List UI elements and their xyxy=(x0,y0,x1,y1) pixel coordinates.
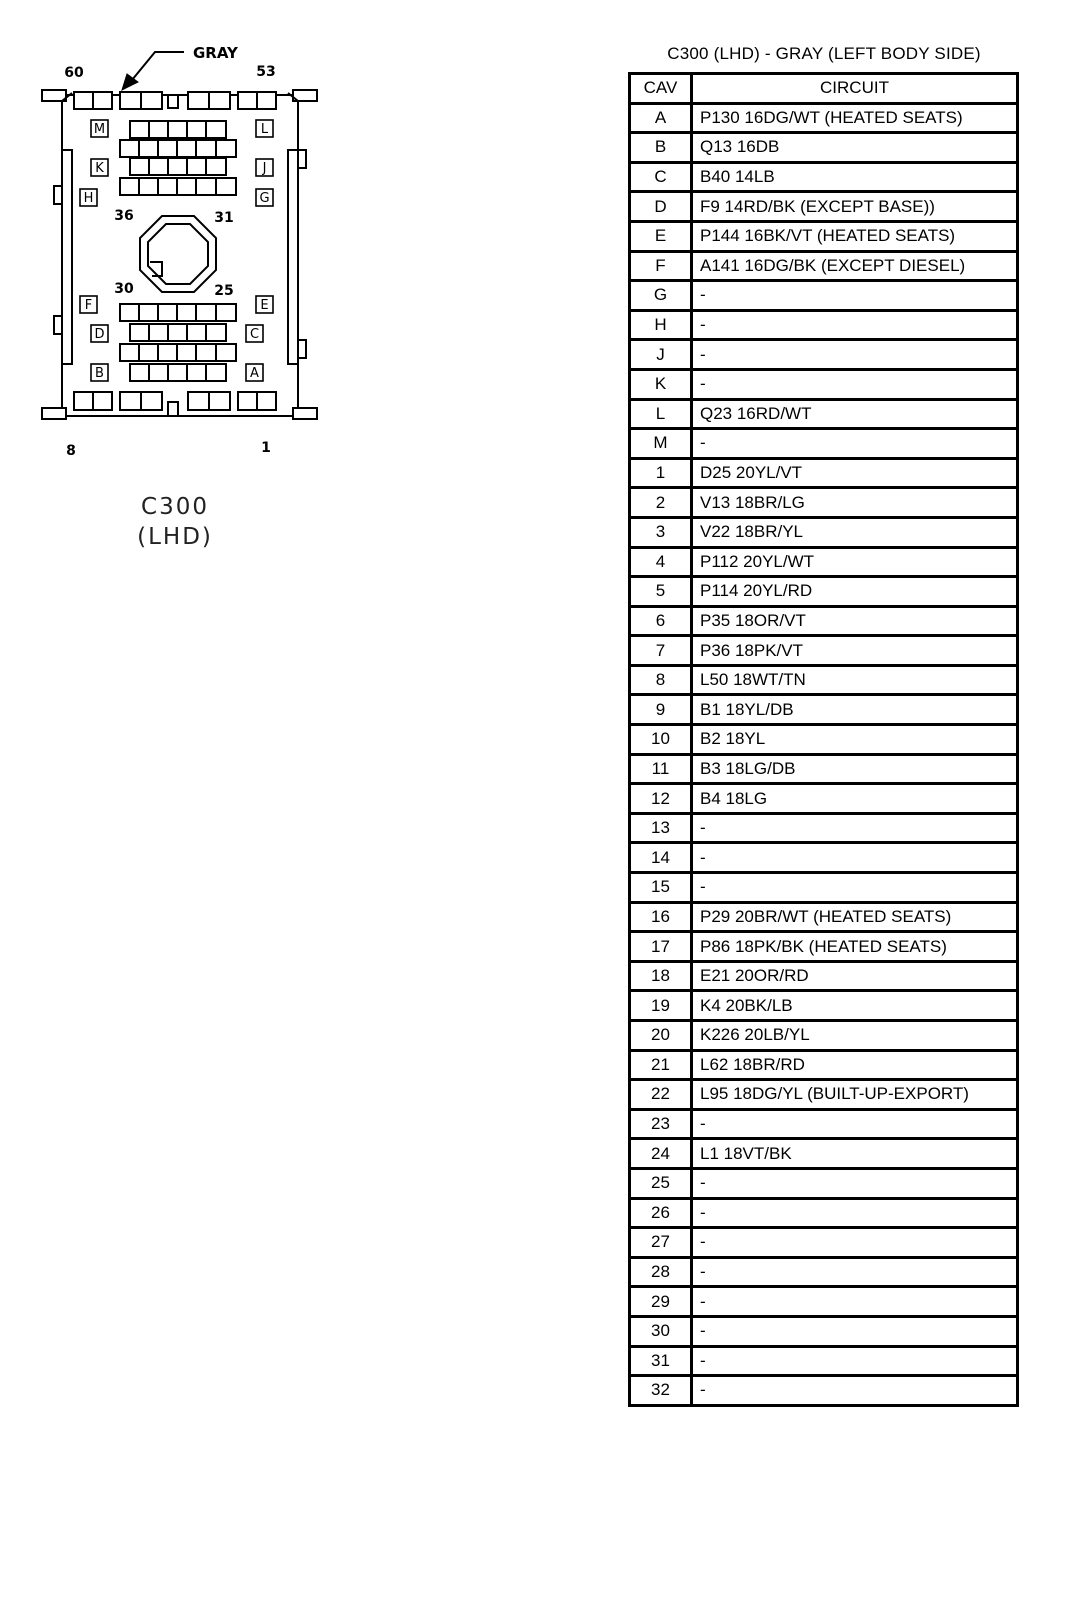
circuit-cell: - xyxy=(692,1228,1018,1258)
circuit-cell: - xyxy=(692,1198,1018,1228)
circuit-cell: B40 14LB xyxy=(692,162,1018,192)
cav-cell: 29 xyxy=(630,1287,692,1317)
table-row xyxy=(630,1257,1018,1287)
pin-label-31: 31 xyxy=(214,210,234,226)
upper-cavity-grid xyxy=(120,121,236,195)
cavity-letter-C: C xyxy=(249,327,260,342)
table-row xyxy=(630,1228,1018,1258)
table-row xyxy=(630,1021,1018,1051)
cav-cell: 17 xyxy=(630,932,692,962)
cavity-letter-F: F xyxy=(84,298,93,313)
cav-cell: K xyxy=(630,369,692,399)
cav-cell: 24 xyxy=(630,1139,692,1169)
circuit-cell: - xyxy=(692,369,1018,399)
cav-cell: 21 xyxy=(630,1050,692,1080)
table-row xyxy=(630,1080,1018,1110)
cavity-letter-H: H xyxy=(83,191,94,206)
cav-cell: 31 xyxy=(630,1346,692,1376)
right-rail xyxy=(288,150,298,364)
circuit-cell: L95 18DG/YL (BUILT-UP-EXPORT) xyxy=(692,1080,1018,1110)
table-row xyxy=(630,221,1018,251)
table-row xyxy=(630,251,1018,281)
pin-label-36: 36 xyxy=(114,208,134,224)
cav-cell: 4 xyxy=(630,547,692,577)
cavity-letter-D: D xyxy=(94,327,105,342)
circuit-cell: P112 20YL/WT xyxy=(692,547,1018,577)
circuit-cell: P114 20YL/RD xyxy=(692,577,1018,607)
cav-cell: 22 xyxy=(630,1080,692,1110)
pin-label-60: 60 xyxy=(64,65,84,81)
table-row xyxy=(630,902,1018,932)
callout-arrow-icon xyxy=(122,52,184,90)
cav-cell: 12 xyxy=(630,784,692,814)
cav-cell: G xyxy=(630,281,692,311)
cavity-letter-K: K xyxy=(95,161,104,176)
circuit-cell: B3 18LG/DB xyxy=(692,754,1018,784)
table-row xyxy=(630,340,1018,370)
table-row xyxy=(630,695,1018,725)
table-row xyxy=(630,488,1018,518)
cavity-letter-J: J xyxy=(262,161,267,176)
circuit-cell: P86 18PK/BK (HEATED SEATS) xyxy=(692,932,1018,962)
table-row xyxy=(630,932,1018,962)
pin-label-30: 30 xyxy=(114,281,134,297)
cav-cell: 20 xyxy=(630,1021,692,1051)
table-row xyxy=(630,665,1018,695)
cav-cell: 6 xyxy=(630,606,692,636)
circuit-cell: - xyxy=(692,1257,1018,1287)
table-row xyxy=(630,458,1018,488)
table-row xyxy=(630,606,1018,636)
circuit-cell: V13 18BR/LG xyxy=(692,488,1018,518)
circuit-cell: P36 18PK/VT xyxy=(692,636,1018,666)
circuit-cell: B2 18YL xyxy=(692,725,1018,755)
cavity-letter-B: B xyxy=(95,366,104,381)
table-row xyxy=(630,577,1018,607)
cav-cell: 32 xyxy=(630,1376,692,1406)
left-rail xyxy=(62,150,72,364)
circuit-cell: P29 20BR/WT (HEATED SEATS) xyxy=(692,902,1018,932)
cav-cell: 14 xyxy=(630,843,692,873)
cav-cell: 1 xyxy=(630,458,692,488)
table-row xyxy=(630,1198,1018,1228)
cav-cell: B xyxy=(630,133,692,163)
circuit-cell: B1 18YL/DB xyxy=(692,695,1018,725)
cav-cell: D xyxy=(630,192,692,222)
circuit-cell: - xyxy=(692,1287,1018,1317)
connector-face-diagram xyxy=(30,30,330,470)
table-row xyxy=(630,369,1018,399)
cav-cell: 10 xyxy=(630,725,692,755)
pin-label-25: 25 xyxy=(214,283,234,299)
table-row xyxy=(630,310,1018,340)
pinout-table xyxy=(628,72,1019,1407)
circuit-cell: - xyxy=(692,310,1018,340)
table-row xyxy=(630,636,1018,666)
bottom-left-tab xyxy=(42,408,66,419)
circuit-cell: L62 18BR/RD xyxy=(692,1050,1018,1080)
cav-cell: A xyxy=(630,103,692,133)
table-title: C300 (LHD) - GRAY (LEFT BODY SIDE) xyxy=(667,44,981,63)
cav-cell: 19 xyxy=(630,991,692,1021)
cav-cell: 8 xyxy=(630,665,692,695)
table-row xyxy=(630,813,1018,843)
circuit-cell: E21 20OR/RD xyxy=(692,961,1018,991)
table-row xyxy=(630,754,1018,784)
table-row xyxy=(630,429,1018,459)
table-row xyxy=(630,192,1018,222)
table-header-row xyxy=(630,74,1018,104)
circuit-cell: - xyxy=(692,1376,1018,1406)
table-row xyxy=(630,517,1018,547)
circuit-cell: K226 20LB/YL xyxy=(692,1021,1018,1051)
table-row xyxy=(630,1316,1018,1346)
table-row xyxy=(630,1050,1018,1080)
circuit-cell: - xyxy=(692,429,1018,459)
right-latch-bottom xyxy=(298,340,306,358)
table-row xyxy=(630,1139,1018,1169)
top-key-notch xyxy=(168,95,178,108)
table-row xyxy=(630,133,1018,163)
cav-cell: 15 xyxy=(630,873,692,903)
cav-cell: 27 xyxy=(630,1228,692,1258)
cav-cell: M xyxy=(630,429,692,459)
table-row xyxy=(630,399,1018,429)
pin-label-1: 1 xyxy=(261,440,271,456)
circuit-cell: - xyxy=(692,1109,1018,1139)
circuit-cell: - xyxy=(692,813,1018,843)
circuit-cell: - xyxy=(692,1168,1018,1198)
table-row xyxy=(630,843,1018,873)
cavity-letter-G: G xyxy=(259,191,270,206)
circuit-cell: - xyxy=(692,340,1018,370)
circuit-cell: P130 16DG/WT (HEATED SEATS) xyxy=(692,103,1018,133)
right-latch-top xyxy=(298,150,306,168)
cav-cell: H xyxy=(630,310,692,340)
cav-cell: C xyxy=(630,162,692,192)
circuit-cell: P35 18OR/VT xyxy=(692,606,1018,636)
connector-caption xyxy=(100,492,250,552)
cav-cell: F xyxy=(630,251,692,281)
table-row xyxy=(630,547,1018,577)
connector-variant-label: (LHD) xyxy=(137,524,213,550)
circuit-cell: - xyxy=(692,873,1018,903)
table-row xyxy=(630,784,1018,814)
circuit-cell: L1 18VT/BK xyxy=(692,1139,1018,1169)
circuit-cell: - xyxy=(692,1316,1018,1346)
table-row xyxy=(630,1376,1018,1406)
cavity-letter-A: A xyxy=(250,366,259,381)
circuit-cell: P144 16BK/VT (HEATED SEATS) xyxy=(692,221,1018,251)
table-row xyxy=(630,725,1018,755)
top-left-tab xyxy=(42,90,66,101)
circuit-cell: K4 20BK/LB xyxy=(692,991,1018,1021)
circuit-cell: - xyxy=(692,1346,1018,1376)
pin-label-8: 8 xyxy=(66,443,76,459)
cav-cell: 28 xyxy=(630,1257,692,1287)
cav-cell: 30 xyxy=(630,1316,692,1346)
cav-cell: 25 xyxy=(630,1168,692,1198)
table-row xyxy=(630,281,1018,311)
circuit-cell: D25 20YL/VT xyxy=(692,458,1018,488)
cav-cell: 26 xyxy=(630,1198,692,1228)
circuit-cell: L50 18WT/TN xyxy=(692,665,1018,695)
circuit-cell: B4 18LG xyxy=(692,784,1018,814)
bottom-right-tab xyxy=(293,408,317,419)
pin-label-53: 53 xyxy=(256,64,276,80)
cav-cell: L xyxy=(630,399,692,429)
circuit-cell: V22 18BR/YL xyxy=(692,517,1018,547)
cav-cell: 16 xyxy=(630,902,692,932)
circuit-cell: F9 14RD/BK (EXCEPT BASE)) xyxy=(692,192,1018,222)
table-row xyxy=(630,1346,1018,1376)
connector-id-label: C300 xyxy=(141,494,209,520)
cav-cell: 7 xyxy=(630,636,692,666)
cav-cell: J xyxy=(630,340,692,370)
cav-cell: 5 xyxy=(630,577,692,607)
cavity-letter-M: M xyxy=(93,122,106,137)
circuit-cell: - xyxy=(692,843,1018,873)
table-row xyxy=(630,1287,1018,1317)
cav-cell: 9 xyxy=(630,695,692,725)
circuit-cell: A141 16DG/BK (EXCEPT DIESEL) xyxy=(692,251,1018,281)
table-row xyxy=(630,162,1018,192)
header-cav: CAV xyxy=(630,74,692,104)
cav-cell: 13 xyxy=(630,813,692,843)
cavity-letter-L: L xyxy=(260,122,269,137)
cav-cell: 3 xyxy=(630,517,692,547)
color-callout-label: GRAY xyxy=(193,44,238,62)
table-row xyxy=(630,1168,1018,1198)
cav-cell: 18 xyxy=(630,961,692,991)
lower-cavity-grid xyxy=(120,304,236,381)
table-row xyxy=(630,991,1018,1021)
center-octagon-post xyxy=(140,216,216,292)
bottom-key-notch xyxy=(168,402,178,416)
cavity-letter-E: E xyxy=(260,298,269,313)
header-circuit: CIRCUIT xyxy=(692,74,1018,104)
table-row xyxy=(630,873,1018,903)
cav-cell: 23 xyxy=(630,1109,692,1139)
cav-cell: 2 xyxy=(630,488,692,518)
left-latch-bottom xyxy=(54,316,62,334)
cav-cell: E xyxy=(630,221,692,251)
table-row xyxy=(630,961,1018,991)
circuit-cell: Q13 16DB xyxy=(692,133,1018,163)
circuit-cell: - xyxy=(692,281,1018,311)
cav-cell: 11 xyxy=(630,754,692,784)
table-row xyxy=(630,103,1018,133)
left-latch-top xyxy=(54,186,62,204)
table-row xyxy=(630,1109,1018,1139)
circuit-cell: Q23 16RD/WT xyxy=(692,399,1018,429)
